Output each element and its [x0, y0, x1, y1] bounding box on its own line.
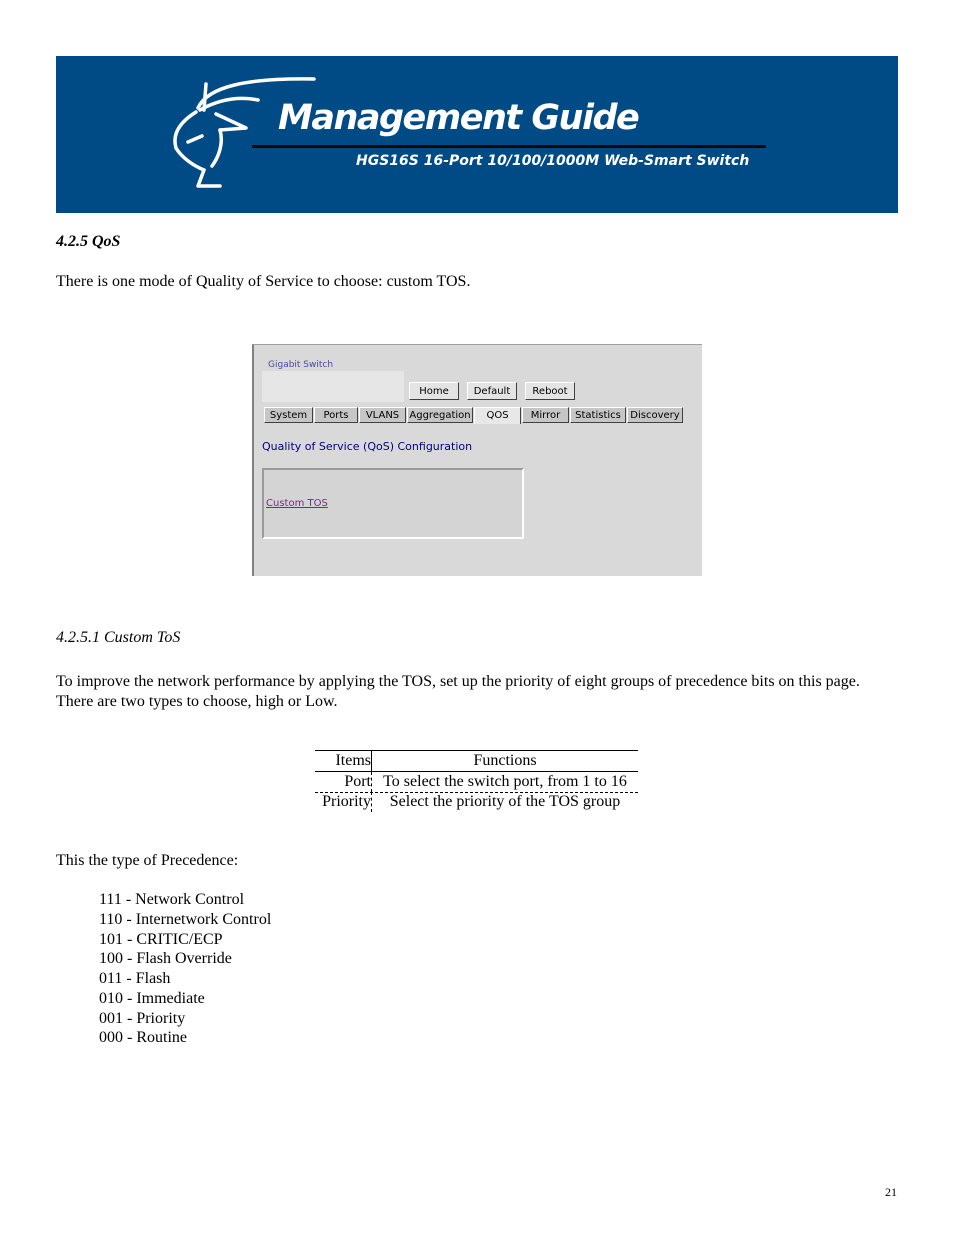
custom-tos-link[interactable]: Custom TOS [266, 498, 328, 509]
tab-ports[interactable]: Ports [314, 407, 358, 423]
row-function: Select the priority of the TOS group [389, 793, 621, 810]
list-item: 100 - Flash Override [99, 950, 232, 968]
tab-vlans[interactable]: VLANS [359, 407, 406, 423]
header-items: Items [315, 751, 372, 771]
default-button[interactable]: Default [467, 382, 517, 400]
banner-subtitle: HGS16S 16-Port 10/100/1000M Web-Smart Switch [356, 153, 750, 169]
table-row [315, 792, 638, 812]
table-row [315, 772, 638, 793]
precedence-list [99, 890, 271, 1048]
row-function: To select the switch port, from 1 to 16 [383, 773, 627, 790]
qos-mode-frame [262, 468, 524, 539]
section-intro: There is one mode of Quality of Service to choose: custom TOS. [56, 273, 471, 290]
qos-config-heading: Quality of Service (QoS) Configuration [262, 440, 473, 453]
list-item: 101 - CRITIC/ECP [99, 930, 223, 948]
tab-system[interactable]: System [264, 407, 313, 423]
subsection-paragraph: To improve the network performance by applying the TOS, set up the priority of eight groups of precedence bits on this page. There are two types to choose, high or Low. [56, 673, 860, 710]
list-item: 010 - Immediate [99, 989, 205, 1007]
list-item: 110 - Internetwork Control [99, 910, 272, 928]
list-item: 011 - Flash [99, 970, 171, 987]
tab-statistics[interactable]: Statistics [570, 407, 626, 423]
banner-divider [252, 145, 766, 148]
row-item: Port [315, 772, 372, 792]
list-item: 000 - Routine [99, 1029, 187, 1047]
reboot-button[interactable]: Reboot [525, 382, 575, 400]
tab-mirror[interactable]: Mirror [522, 407, 569, 423]
tab-qos[interactable]: QOS [474, 407, 521, 424]
header-functions: Functions [473, 752, 537, 769]
list-item: 001 - Priority [99, 1009, 186, 1027]
table-header-row [315, 750, 638, 772]
page-number: 21 [885, 1185, 897, 1199]
brand-box [262, 371, 404, 402]
home-button[interactable]: Home [409, 382, 459, 400]
header-banner [56, 56, 898, 213]
banner-title: Management Guide [278, 98, 639, 138]
subsection-heading: 4.2.5.1 Custom ToS [56, 629, 181, 646]
screenshot-brand: Gigabit Switch [268, 360, 334, 370]
tab-discovery[interactable]: Discovery [627, 407, 683, 423]
section-heading: 4.2.5 QoS [56, 233, 121, 250]
qos-screenshot [252, 344, 702, 576]
tab-aggregation[interactable]: Aggregation [407, 407, 473, 423]
row-item: Priority [315, 792, 372, 812]
precedence-intro: This the type of Precedence: [56, 852, 239, 869]
list-item: 111 - Network Control [99, 891, 245, 908]
